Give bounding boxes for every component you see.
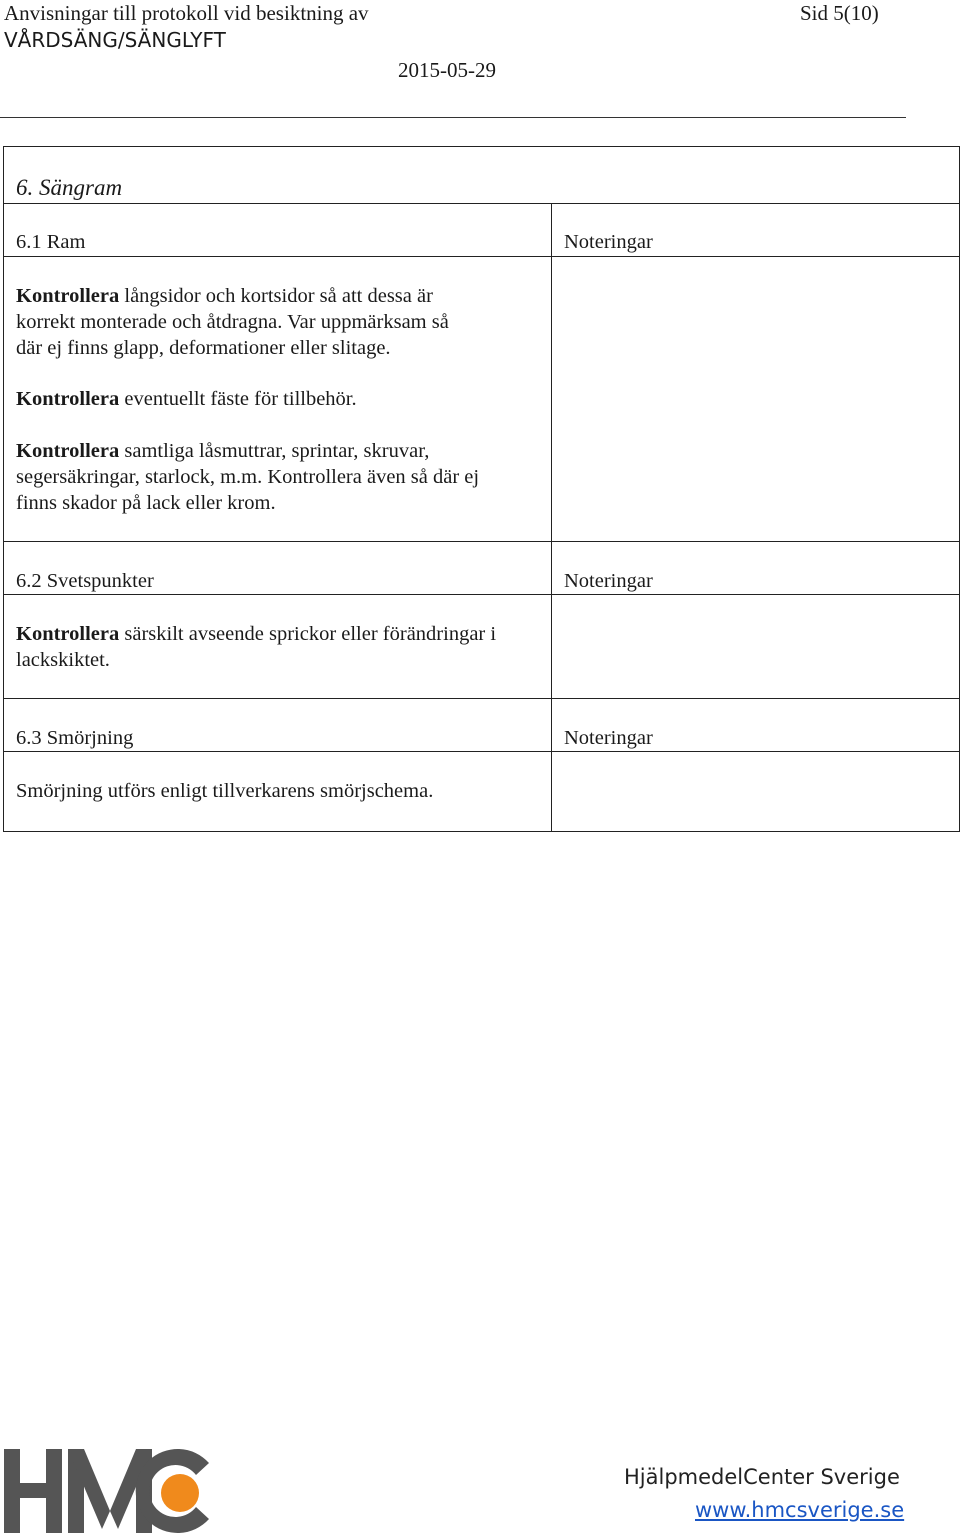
instruction-lead: Kontrollera xyxy=(16,440,120,462)
instruction-text: långsidor och kortsidor så att dessa är xyxy=(119,285,433,307)
table-divider xyxy=(3,751,960,752)
section-heading: 6. Sängram xyxy=(16,175,123,200)
instruction-paragraph xyxy=(16,283,449,361)
instruction-paragraph xyxy=(16,438,479,516)
notes-label: Noteringar xyxy=(564,231,653,253)
instruction-text: särskilt avseende sprickor eller förändringar i xyxy=(119,623,497,645)
instruction-paragraph xyxy=(16,386,357,412)
table-divider xyxy=(3,203,960,204)
hmc-logo xyxy=(4,1449,209,1533)
document-date: 2015-05-29 xyxy=(398,58,496,82)
notes-label: Noteringar xyxy=(564,727,653,749)
website-link[interactable]: www.hmcsverige.se xyxy=(695,1498,905,1522)
document-title: Anvisningar till protokoll vid besiktning av xyxy=(4,1,369,25)
instruction-text: Smörjning utförs enligt tillverkarens smörjschema. xyxy=(16,780,434,802)
column-divider xyxy=(551,203,552,832)
instruction-text: lackskiktet. xyxy=(16,649,110,671)
organization-name: HjälpmedelCenter Sverige xyxy=(624,1465,900,1489)
instruction-text: där ej finns glapp, deformationer eller slitage. xyxy=(16,337,391,359)
block-heading: 6.1 Ram xyxy=(16,231,86,253)
table-divider xyxy=(3,698,960,699)
block-heading: 6.2 Svetspunkter xyxy=(16,570,154,592)
table-divider xyxy=(3,256,960,257)
block-heading: 6.3 Smörjning xyxy=(16,727,134,749)
instruction-lead: Kontrollera xyxy=(16,388,120,410)
table-divider xyxy=(3,541,960,542)
header-divider xyxy=(0,117,906,118)
instruction-text: segersäkringar, starlock, m.m. Kontrollera även så där ej xyxy=(16,466,480,488)
instruction-paragraph xyxy=(16,778,433,804)
instruction-paragraph xyxy=(16,621,496,673)
instruction-lead: Kontrollera xyxy=(16,623,120,645)
table-divider xyxy=(3,594,960,595)
instruction-text: samtliga låsmuttrar, sprintar, skruvar, xyxy=(119,440,430,462)
page-number: Sid 5(10) xyxy=(800,1,879,25)
notes-label: Noteringar xyxy=(564,570,653,592)
instruction-lead: Kontrollera xyxy=(16,285,120,307)
document-subtitle: VÅRDSÄNG/SÄNGLYFT xyxy=(4,28,226,52)
instruction-text: eventuellt fäste för tillbehör. xyxy=(119,388,357,410)
instruction-text: finns skador på lack eller krom. xyxy=(16,492,276,514)
instruction-text: korrekt monterade och åtdragna. Var uppmärksam så xyxy=(16,311,449,333)
